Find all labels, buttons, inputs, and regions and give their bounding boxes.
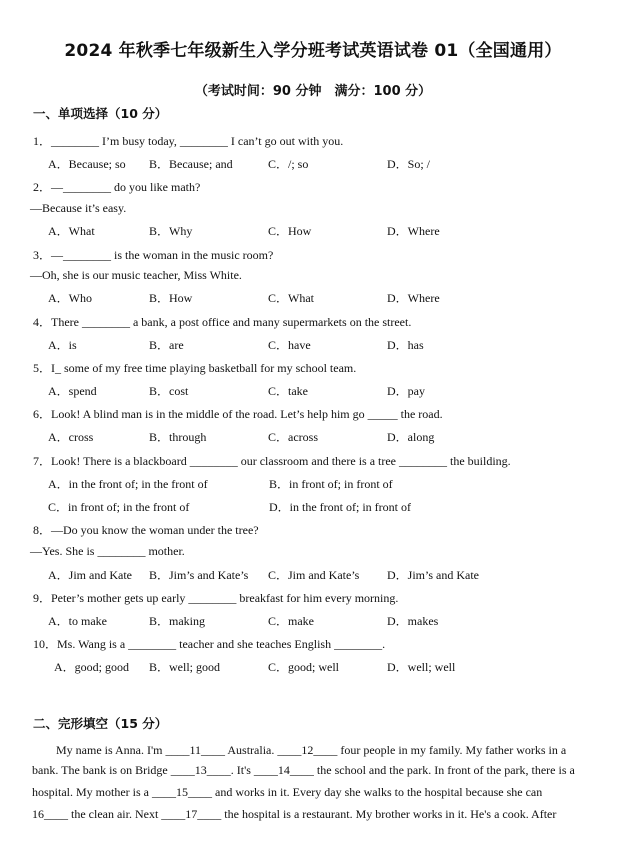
passage-line: hospital. My mother is a ____15____ and works in it. Every day she walks to the hospital because she can: [32, 785, 543, 799]
option-c: C．make: [268, 614, 314, 628]
question-6-stem: 6．Look! A blind man is in the middle of the road. Let’s help him go _____ the road.: [33, 407, 443, 421]
option-c: C．/; so: [268, 157, 309, 171]
passage-line: My name is Anna. I'm ____11____ Australia. ____12____ four people in my family. My father works in a: [32, 743, 567, 757]
option-a: A．spend: [48, 384, 97, 398]
option-a: A．Jim and Kate: [48, 568, 132, 582]
option-b: B．making: [149, 614, 205, 628]
option-d: D．well; well: [387, 660, 456, 674]
option-a: A．in the front of; in the front of: [48, 477, 208, 491]
question-8-stem: 8．—Do you know the woman under the tree?: [33, 523, 259, 537]
option-c: C．good; well: [268, 660, 339, 674]
option-c: C．Jim and Kate’s: [268, 568, 360, 582]
section2-heading: 二、完形填空（15 分）: [33, 716, 168, 731]
option-b: B．well; good: [149, 660, 220, 674]
option-c: C．in front of; in the front of: [48, 500, 190, 514]
question-3-response: —Oh, she is our music teacher, Miss White.: [30, 268, 242, 282]
option-b: B．through: [149, 430, 207, 444]
option-a: A．good; good: [54, 660, 130, 674]
option-b: B．Why: [149, 224, 193, 238]
section1-heading: 一、单项选择（10 分）: [33, 106, 168, 121]
option-a: A．What: [48, 224, 95, 238]
option-a: A．is: [48, 338, 77, 352]
option-b: B．in front of; in front of: [269, 477, 393, 491]
question-9-stem: 9．Peter’s mother gets up early ________ breakfast for him every morning.: [33, 591, 399, 605]
option-a: A．to make: [48, 614, 107, 628]
question-3-stem: 3．—________ is the woman in the music room?: [33, 248, 274, 262]
question-5-stem: 5．I_ some of my free time playing basketball for my school team.: [33, 361, 357, 375]
option-b: B．How: [149, 291, 193, 305]
option-d: D．So; /: [387, 157, 431, 171]
question-2-stem: 2．—________ do you like math?: [33, 180, 201, 194]
question-2-response: —Because it’s easy.: [30, 201, 127, 215]
option-a: A．Because; so: [48, 157, 126, 171]
option-c: C．What: [268, 291, 314, 305]
option-c: C．How: [268, 224, 312, 238]
page-title: 2024 年秋季七年级新生入学分班考试英语试卷 01（全国通用）: [64, 41, 562, 61]
option-d: D．along: [387, 430, 435, 444]
option-d: D．Jim’s and Kate: [387, 568, 479, 582]
question-4-stem: 4．There ________ a bank, a post office and many supermarkets on the street.: [33, 315, 412, 329]
option-d: D．has: [387, 338, 424, 352]
option-a: A．cross: [48, 430, 94, 444]
option-b: B．Jim’s and Kate’s: [149, 568, 249, 582]
option-a: A．Who: [48, 291, 92, 305]
question-1-stem: 1．________ I’m busy today, ________ I can’t go out with you.: [33, 134, 344, 148]
option-b: B．cost: [149, 384, 189, 398]
passage-line: 16____ the clean air. Next ____17____ the hospital is a restaurant. My brother works in it. He's a cook. After: [32, 807, 557, 821]
option-d: D．makes: [387, 614, 439, 628]
option-b: B．Because; and: [149, 157, 233, 171]
question-7-stem: 7．Look! There is a blackboard ________ our classroom and there is a tree ________ the building.: [33, 454, 511, 468]
option-c: C．take: [268, 384, 308, 398]
option-c: C．have: [268, 338, 311, 352]
option-d: D．pay: [387, 384, 425, 398]
option-c: C．across: [268, 430, 318, 444]
exam-info: （考试时间：90 分钟 满分：100 分）: [194, 84, 432, 99]
passage-line: bank. The bank is on Bridge ____13____. It's ____14____ the school and the park. In front of the park, there is a: [32, 763, 575, 777]
option-d: D．in the front of; in front of: [269, 500, 411, 514]
question-8-response: —Yes. She is ________ mother.: [30, 544, 185, 558]
option-d: D．Where: [387, 224, 440, 238]
question-10-stem: 10．Ms. Wang is a ________ teacher and she teaches English ________.: [33, 637, 386, 651]
option-d: D．Where: [387, 291, 440, 305]
option-b: B．are: [149, 338, 184, 352]
